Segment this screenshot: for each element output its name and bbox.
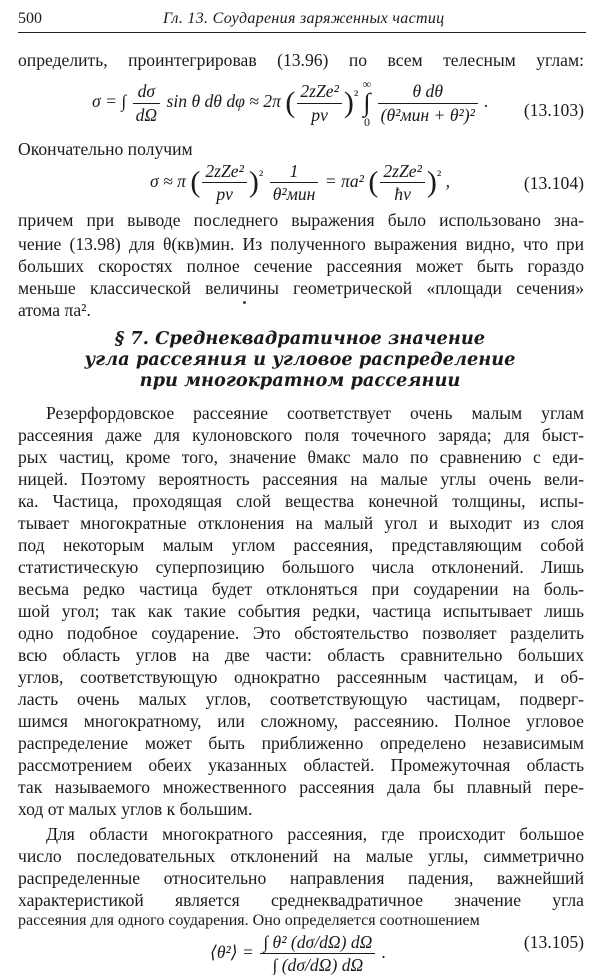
text-line: причем при выводе последнего выражения было использовано зна- (18, 210, 584, 230)
text-line: одно подобное соударение. Это обстоятельство позволяет разделить (18, 623, 584, 643)
text-line: углов, соответствующую однократно рассеянным частицам, и об- (18, 667, 584, 687)
text-line: Для области многократного рассеяния, где происходит большое (46, 824, 584, 844)
fraction-one-theta-min: $\frac{1}{\text{θ²мин}}$ (270, 161, 319, 204)
text-line: весьма редко частица будет отклоняться при соударении на боль- (18, 579, 584, 599)
text-line: меньше классической величины геометрической «площади сечения» (18, 278, 584, 298)
text-line: распределенные относительно направления падения, важнейший (18, 868, 584, 888)
text-line: больших скоростях полное сечение рассеяния может быть гораздо (18, 256, 584, 276)
running-title: Гл. 13. Соударения заряженных частиц (163, 10, 445, 27)
printing-speck (243, 301, 246, 304)
text-line: рассеяния для одного соударения. Оно определяется соотношением (18, 912, 480, 929)
text-line: шимся многократному, или сложному, рассеянию. Полное угловое (18, 711, 584, 731)
section-title: угла рассеяния и угловое распределение (84, 349, 516, 370)
page-number: 500 (18, 10, 42, 27)
equation-number: (13.105) (523, 932, 584, 952)
text-line: рых частиц, кроме того, значение θмакс мало по сравнению с еди- (18, 447, 584, 467)
text-line: определить, проинтегрировав (13.96) по всем телесным углам: (18, 50, 584, 70)
integral-limits: ∞ ∫ 0 (362, 77, 372, 129)
text-line: всю область углов на две части: область сравнительно больших (18, 645, 584, 665)
text-line: шой угол; так как такие события редки, частица испытывает лишь (18, 601, 584, 621)
equation-13-105: ⟨θ²⟩ = $\frac{\text{∫ θ² (dσ/dΩ) dΩ}}{\int (d\sigma/d\Omega) d\Omega}$ . (13.105) (210, 932, 584, 975)
section-title: § 7. Среднеквадратичное значение (114, 328, 486, 349)
fraction-2zze2-pv: $\frac{\text{2zZe²}}{pv}$ (297, 81, 342, 124)
text-line: ницей. Поэтому вероятность рассеяния на малые углы очень вели- (18, 469, 584, 489)
text-line: Окончательно получим (18, 139, 193, 159)
equation-number: (13.104) (523, 173, 584, 193)
text-line: число последовательных отклонений на малые углы, симметрично (18, 846, 584, 866)
text-line: распределение может быть приближенно определено независимым (18, 733, 584, 753)
equation-13-103: σ = ∫ $\frac{d\sigma}{d\Omega}$ sin θ dθ dφ ≈ 2π ( $\frac{\text{2zZe²}}{pv}$ )$^{^2}$ ∞ ∫ 0 $\frac{\text{θ dθ}}{\text{(θ²мин + θ²)²}}$ . (13.103) (92, 77, 584, 129)
section-title: при многократном рассеянии (139, 370, 461, 391)
text-line: чение (13.98) для θ(кв)мин. Из полученного выражения видно, что при (18, 234, 584, 254)
text-line: ласть очень малых углов, соответствующую частицам, подверг- (18, 689, 584, 709)
fraction-mean-square-angle: $\frac{\text{∫ θ² (dσ/dΩ) dΩ}}{\int (d\sigma/d\Omega) d\Omega}$ (260, 932, 375, 975)
running-header (18, 8, 586, 33)
fraction-dsigma-domega: $\frac{d\sigma}{d\Omega}$ (133, 81, 161, 124)
text-line: характеристикой является среднеквадратичное значение угла (18, 890, 584, 910)
text-line: Резерфордовское рассеяние соответствует очень малым углам (46, 403, 584, 423)
text-line: так называемого множественного рассеяния дала бы плавный пере- (18, 777, 584, 797)
text-line: ка. Частица, проходящая слой вещества конечной толщины, испы- (18, 491, 584, 511)
fraction-2zze2-hv: $\frac{\text{2zZe²}}{ħv}$ (380, 161, 425, 204)
equation-number: (13.103) (523, 100, 584, 120)
text-line: рассмотрением обеих указанных областей. Промежуточная область (18, 755, 584, 775)
equation-13-104: σ ≈ π ( $\frac{\text{2zZe²}}{pv}$ )$^{^2}$ $\frac{1}{\text{θ²мин}}$ = πa² ( $\frac{\text{2zZe²}}{ħv}$ )$^{^2}$ , (13.104) (150, 161, 584, 205)
fraction-2zze2-pv: $\frac{\text{2zZe²}}{pv}$ (202, 161, 247, 204)
text-line: рассеяния даже для кулоновского поля точечного заряда; для быст- (18, 425, 584, 445)
text-line: тывает многократные отклонения на малый угол и выходит из слоя (18, 513, 584, 533)
eq-lhs: σ = ∫ (92, 91, 127, 112)
text-line: ход от малых углов к большим. (18, 799, 253, 819)
text-line: статистическую суперпозицию большого числа отклонений. Лишь (18, 557, 584, 577)
text-line: атома πa². (18, 300, 91, 320)
fraction-theta-dtheta: $\frac{\text{θ dθ}}{\text{(θ²мин + θ²)²}}$ (378, 81, 478, 124)
eq-mid: sin θ dθ dφ ≈ 2π (166, 91, 281, 112)
text-line: под некоторым малым углом рассеяния, представляющим собой (18, 535, 584, 555)
